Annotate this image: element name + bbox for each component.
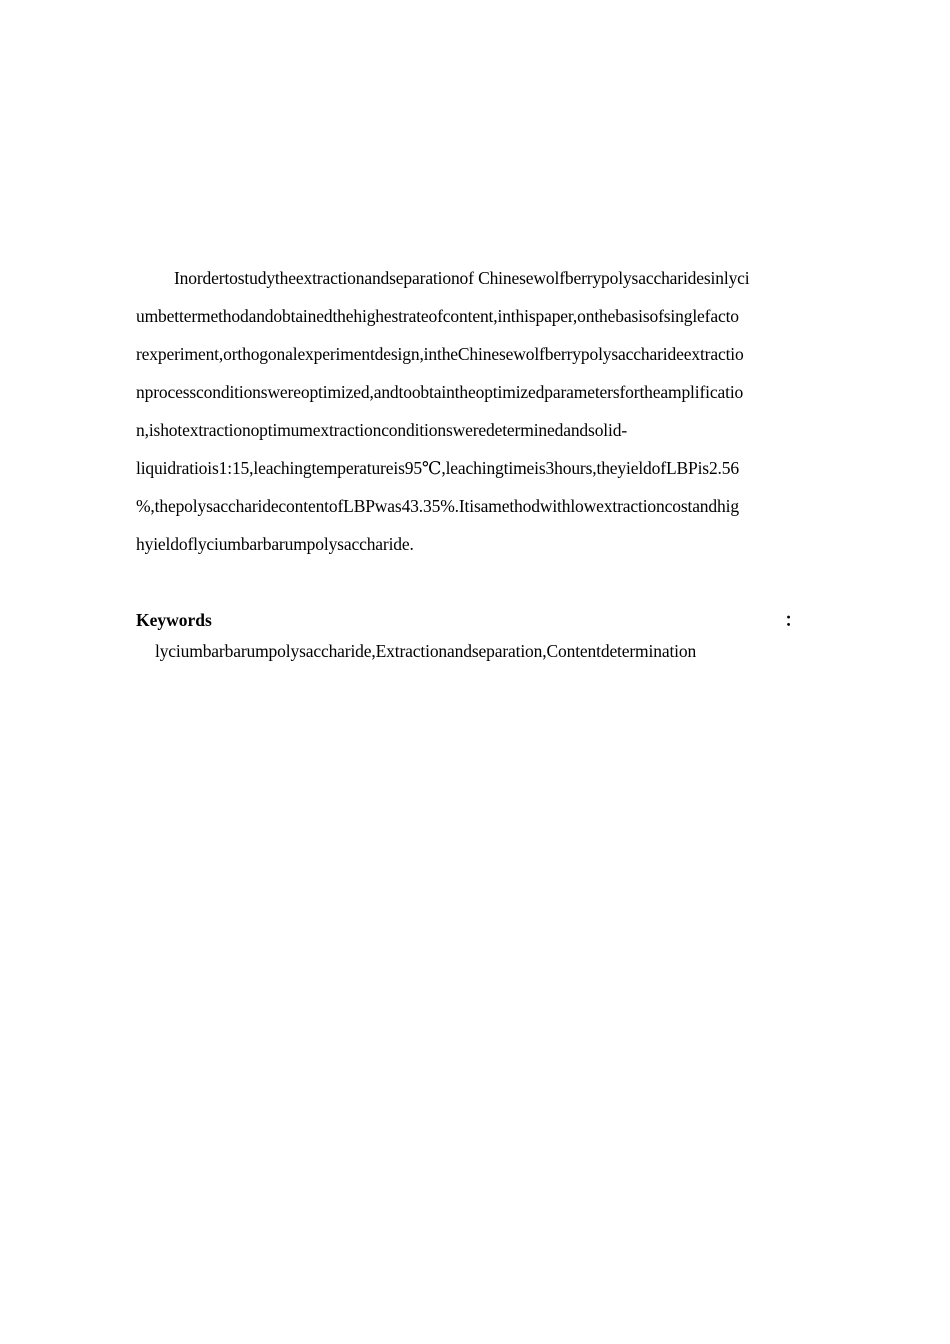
abstract-line: Inordertostudytheextractionandseparationof Chinesewolfberrypolysaccharidesinlyci bbox=[174, 268, 750, 288]
abstract-line: rexperiment,orthogonalexperimentdesign,intheChinesewolfberrypolysaccharideextractio bbox=[136, 344, 744, 364]
keywords-colon: ： bbox=[784, 610, 802, 630]
abstract-line: hyieldoflyciumbarbarumpolysaccharide. bbox=[136, 534, 414, 554]
abstract-line: n,ishotextractionoptimumextractionconditionsweredeterminedandsolid- bbox=[136, 420, 627, 440]
keywords-heading-row bbox=[136, 606, 808, 634]
keywords-list: lyciumbarbarumpolysaccharide,Extractionandseparation,Contentdetermination bbox=[155, 641, 697, 661]
abstract-line: liquidratiois1:15,leachingtemperatureis95℃,leachingtimeis3hours,theyieldofLBPis2.56 bbox=[136, 458, 739, 478]
abstract-paragraph bbox=[136, 259, 816, 563]
abstract-line: umbettermethodandobtainedthehighestrateofcontent,inthispaper,onthebasisofsinglefacto bbox=[136, 306, 739, 326]
keywords-label: Keywords bbox=[136, 610, 212, 630]
abstract-line: %,thepolysaccharidecontentofLBPwas43.35%.Itisamethodwithlowextractioncostandhig bbox=[136, 496, 739, 516]
abstract-line: nprocessconditionswereoptimized,andtoobtaintheoptimizedparametersfortheamplificatio bbox=[136, 382, 744, 402]
